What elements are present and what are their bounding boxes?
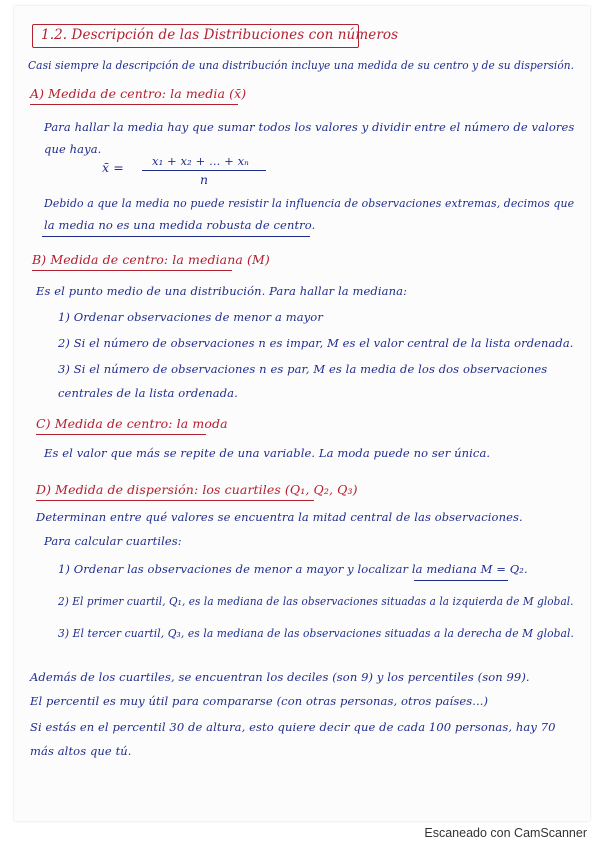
mean-formula xyxy=(102,152,272,190)
section-a-line3: Debido a que la media no puede resistir la influencia de observaciones extremas, decimos que xyxy=(44,196,575,210)
section-b-heading: B) Medida de centro: la mediana (M) xyxy=(32,252,270,267)
formula-lhs: x̄ = xyxy=(102,160,124,175)
section-a-conclusion-underline xyxy=(42,236,310,237)
section-c-heading: C) Medida de centro: la moda xyxy=(36,416,228,431)
section-a-line4: la media no es una medida robusta de centro. xyxy=(44,218,316,232)
median-q2-underline xyxy=(414,580,508,581)
section-a-heading: A) Medida de centro: la media (x̄) xyxy=(30,86,247,101)
section-d-line1: Determinan entre qué valores se encuentra la mitad central de las observaciones. xyxy=(36,510,523,524)
section-d-step3: 3) El tercer cuartil, Q₃, es la mediana de las observaciones situadas a la derecha de M global. xyxy=(58,626,574,640)
section-b-step2: 2) Si el número de observaciones n es impar, M es el valor central de la lista ordenada. xyxy=(58,336,574,350)
section-b-underline xyxy=(32,270,232,271)
closing-line3: Si estás en el percentil 30 de altura, esto quiere decir que de cada 100 personas, hay 70 xyxy=(30,720,556,734)
section-b-step1: 1) Ordenar observaciones de menor a mayor xyxy=(58,310,323,324)
section-b-step3-cont: centrales de la lista ordenada. xyxy=(58,386,238,400)
section-c-line1: Es el valor que más se repite de una variable. La moda puede no ser única. xyxy=(44,446,491,460)
scanner-watermark: Escaneado con CamScanner xyxy=(424,826,587,840)
formula-numerator: x₁ + x₂ + ... + xₙ xyxy=(152,154,249,168)
closing-line4: más altos que tú. xyxy=(30,744,132,758)
section-a-line2: que haya. xyxy=(44,142,102,156)
section-a-underline xyxy=(30,104,238,105)
section-d-step1: 1) Ordenar las observaciones de menor a mayor y localizar la mediana M = Q₂. xyxy=(58,562,528,576)
closing-line2: El percentil es muy útil para compararse (con otras personas, otros países...) xyxy=(30,694,489,708)
section-d-line2: Para calcular cuartiles: xyxy=(44,534,182,548)
page-title: 1.2. Descripción de las Distribuciones con números xyxy=(41,27,399,43)
section-c-underline xyxy=(36,434,206,435)
title-box xyxy=(32,24,399,48)
intro-text: Casi siempre la descripción de una distribución incluye una medida de su centro y de su dispersión. xyxy=(28,58,575,72)
section-a-line1: Para hallar la media hay que sumar todos los valores y dividir entre el número de valores xyxy=(44,120,575,134)
closing-line1: Además de los cuartiles, se encuentran los deciles (son 9) y los percentiles (son 99). xyxy=(30,670,530,684)
fraction-bar xyxy=(142,170,266,171)
section-b-line1: Es el punto medio de una distribución. Para hallar la mediana: xyxy=(36,284,408,298)
section-d-underline xyxy=(36,500,314,501)
notebook-page xyxy=(14,6,590,821)
section-d-step2: 2) El primer cuartil, Q₁, es la mediana de las observaciones situadas a la izquierda de M global. xyxy=(58,594,574,608)
section-b-step3: 3) Si el número de observaciones n es par, M es la media de los dos observaciones xyxy=(58,362,548,376)
formula-denominator: n xyxy=(200,172,209,187)
section-d-heading: D) Medida de dispersión: los cuartiles (Q₁, Q₂, Q₃) xyxy=(36,482,358,497)
